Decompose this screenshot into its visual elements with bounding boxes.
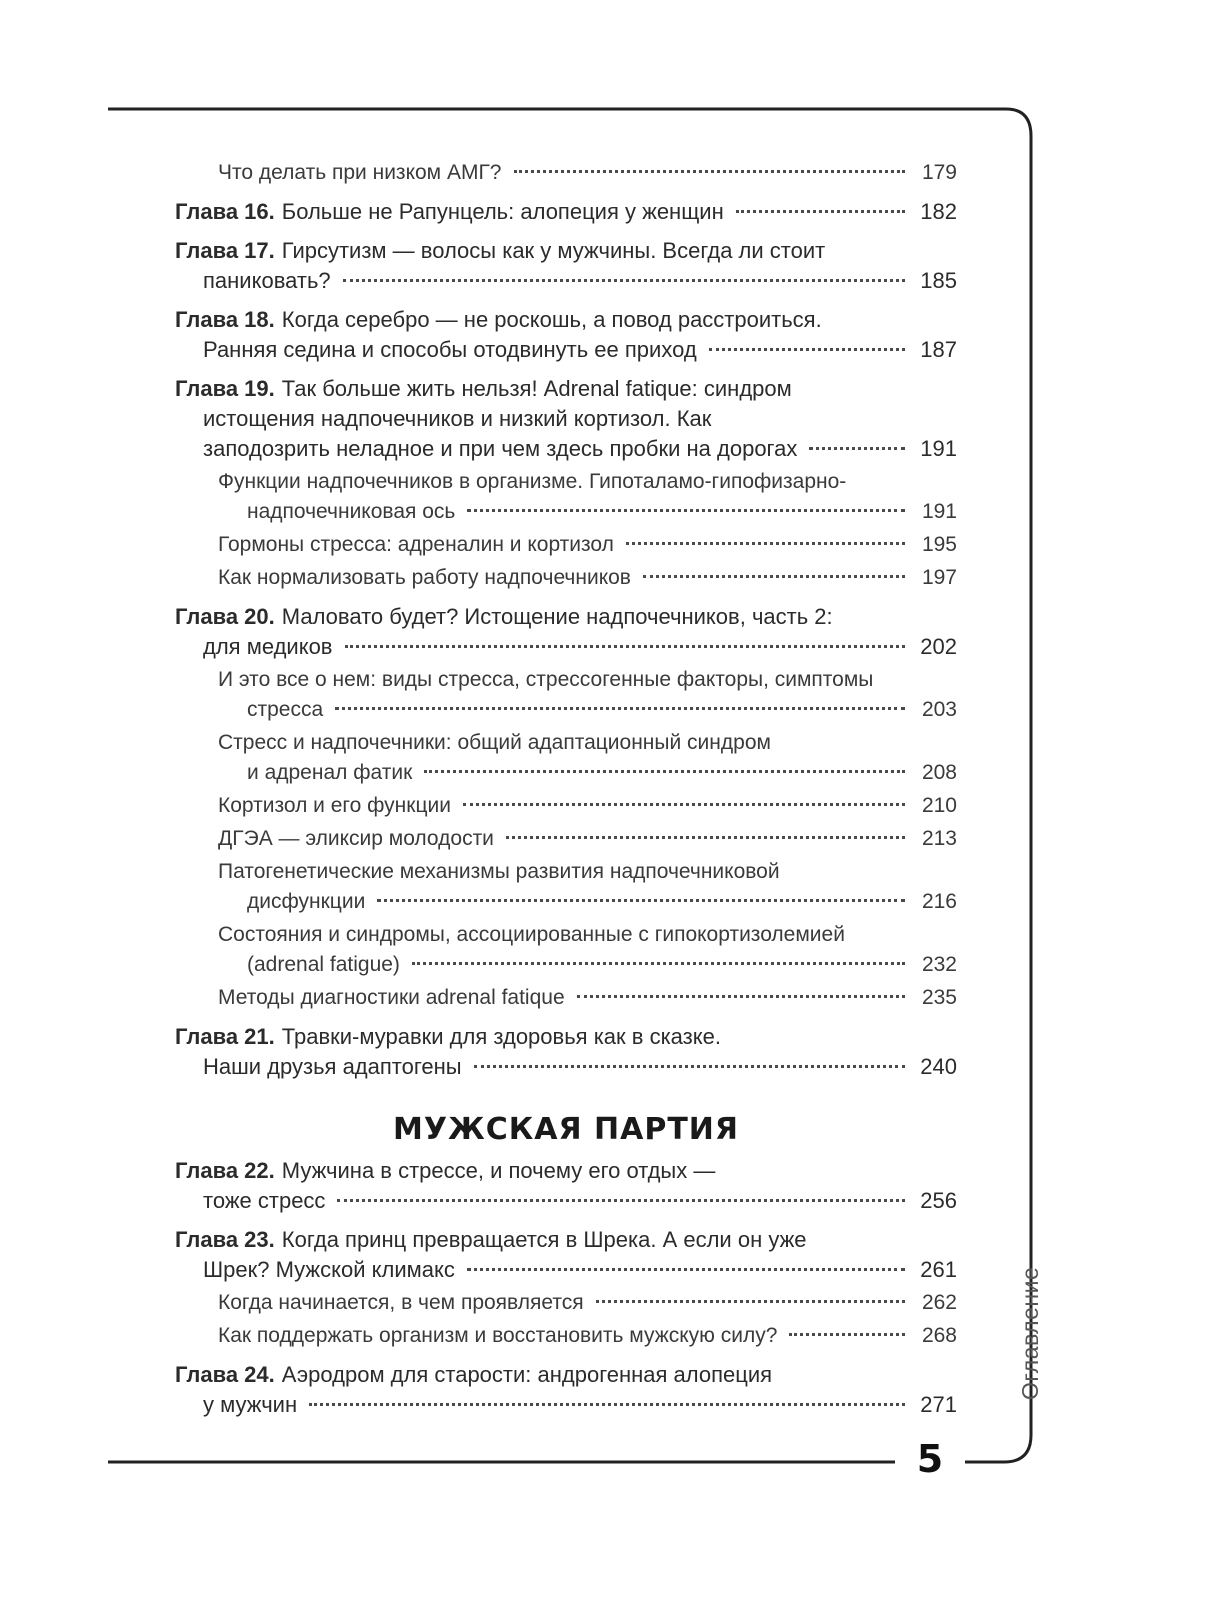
toc-line xyxy=(175,1186,957,1216)
table-of-contents xyxy=(175,158,957,1420)
dot-leader xyxy=(467,509,905,512)
entry-page-number: 202 xyxy=(920,634,957,659)
entry-page-number: 195 xyxy=(921,533,957,556)
toc-subentry xyxy=(175,158,957,188)
chapter-number: Глава 24. xyxy=(175,1362,275,1387)
dot-leader xyxy=(467,1268,905,1271)
toc-subentry xyxy=(175,983,957,1013)
entry-page-number: 203 xyxy=(921,698,957,721)
toc-line xyxy=(175,158,957,188)
toc-subentry xyxy=(175,665,957,725)
entry-title: Функции надпочечников в организме. Гипоталамо-гипофизарно- xyxy=(218,470,847,493)
entry-title: И это все о нем: виды стресса, стрессогенные факторы, симптомы xyxy=(218,668,874,691)
chapter-number: Глава 20. xyxy=(175,604,275,629)
toc-line xyxy=(175,563,957,593)
entry-page-number: 235 xyxy=(921,986,957,1009)
toc-line xyxy=(175,632,957,662)
entry-title: паниковать? xyxy=(203,268,331,293)
chapter-number: Глава 22. xyxy=(175,1158,275,1183)
entry-title: Травки-муравки для здоровья как в сказке. xyxy=(281,1024,721,1049)
entry-page-number: 179 xyxy=(921,161,957,184)
toc-chapter-entry xyxy=(175,374,957,464)
toc-line xyxy=(175,728,957,758)
entry-page-number: 271 xyxy=(920,1392,957,1417)
entry-title: Так больше жить нельзя! Adrenal fatique: синдром xyxy=(281,376,792,401)
toc-line xyxy=(175,758,957,788)
entry-page-number: 268 xyxy=(921,1324,957,1347)
toc-chapter-entry xyxy=(175,1360,957,1420)
chapter-number: Глава 16. xyxy=(175,199,275,224)
chapter-number: Глава 17. xyxy=(175,238,275,263)
entry-page-number: 262 xyxy=(921,1291,957,1314)
toc-subentry xyxy=(175,1321,957,1351)
toc-line xyxy=(175,497,957,527)
entry-page-number: 256 xyxy=(920,1188,957,1213)
section-heading: МУЖСКАЯ ПАРТИЯ xyxy=(393,1112,739,1147)
entry-page-number: 213 xyxy=(921,827,957,850)
toc-line xyxy=(175,1255,957,1285)
entry-title: Маловато будет? Истощение надпочечников, часть 2: xyxy=(281,604,833,629)
entry-title: Когда серебро — не роскошь, а повод расстроиться. xyxy=(281,307,822,332)
entry-title: Стресс и надпочечники: общий адаптационный синдром xyxy=(218,731,771,754)
toc-line xyxy=(175,530,957,560)
entry-page-number: 240 xyxy=(920,1054,957,1079)
chapter-number: Глава 23. xyxy=(175,1227,275,1252)
entry-page-number: 191 xyxy=(921,500,957,523)
entry-title: заподозрить неладное и при чем здесь пробки на дорогах xyxy=(203,436,798,461)
entry-page-number: 208 xyxy=(921,761,957,784)
dot-leader xyxy=(309,1403,905,1406)
toc-subentry xyxy=(175,857,957,917)
entry-page-number: 232 xyxy=(921,953,957,976)
toc-line xyxy=(175,1360,957,1390)
entry-title: Больше не Рапунцель: алопеция у женщин xyxy=(281,199,724,224)
entry-title: Шрек? Мужской климакс xyxy=(203,1257,455,1282)
toc-line xyxy=(175,305,957,335)
toc-subentry xyxy=(175,824,957,854)
toc-line xyxy=(175,434,957,464)
entry-page-number: 182 xyxy=(920,199,957,224)
toc-chapter-entry xyxy=(175,1156,957,1216)
entry-title: Гирсутизм — волосы как у мужчины. Всегда ли стоит xyxy=(281,238,826,263)
toc-line xyxy=(175,1052,957,1082)
dot-leader xyxy=(709,348,905,351)
toc-chapter-entry xyxy=(175,305,957,365)
entry-title: Методы диагностики adrenal fatique xyxy=(218,986,565,1009)
entry-title: (adrenal fatigue) xyxy=(247,953,400,976)
dot-leader xyxy=(463,803,905,806)
toc-chapter-entry xyxy=(175,236,957,296)
dot-leader xyxy=(626,542,905,545)
entry-title: Аэродром для старости: андрогенная алопеция xyxy=(281,1362,773,1387)
toc-line xyxy=(175,665,957,695)
toc-chapter-entry xyxy=(175,602,957,662)
dot-leader xyxy=(337,1199,905,1202)
entry-title: и адренал фатик xyxy=(247,761,413,784)
toc-line xyxy=(175,1022,957,1052)
toc-subentry xyxy=(175,791,957,821)
dot-leader xyxy=(474,1065,905,1068)
toc-line xyxy=(175,236,957,266)
toc-line xyxy=(175,983,957,1013)
side-label: Оглавление xyxy=(1017,1266,1043,1400)
entry-page-number: 191 xyxy=(920,436,957,461)
entry-title: для медиков xyxy=(203,634,333,659)
toc-chapter-entry xyxy=(175,1022,957,1082)
entry-page-number: 197 xyxy=(921,566,957,589)
entry-title: стресса xyxy=(247,698,324,721)
toc-entries-part1 xyxy=(175,158,957,1082)
toc-chapter-entry xyxy=(175,1225,957,1285)
toc-line xyxy=(175,857,957,887)
entry-title: Когда начинается, в чем проявляется xyxy=(218,1291,584,1314)
toc-line xyxy=(175,695,957,725)
toc-line xyxy=(175,404,957,434)
entry-title: Патогенетические механизмы развития надпочечниковой xyxy=(218,860,780,883)
chapter-number: Глава 21. xyxy=(175,1024,275,1049)
toc-subentry xyxy=(175,563,957,593)
toc-line xyxy=(175,920,957,950)
entry-title: Ранняя седина и способы отодвинуть ее приход xyxy=(203,337,697,362)
toc-line xyxy=(175,197,957,227)
dot-leader xyxy=(809,447,905,450)
toc-line xyxy=(175,1156,957,1186)
entry-page-number: 210 xyxy=(921,794,957,817)
entry-title: Кортизол и его функции xyxy=(218,794,451,817)
toc-chapter-entry xyxy=(175,197,957,227)
toc-subentry xyxy=(175,1288,957,1318)
toc-line xyxy=(175,1225,957,1255)
toc-line xyxy=(175,266,957,296)
chapter-number: Глава 19. xyxy=(175,376,275,401)
entry-title: у мужчин xyxy=(203,1392,298,1417)
toc-line xyxy=(175,602,957,632)
toc-subentry xyxy=(175,728,957,788)
toc-line xyxy=(175,824,957,854)
dot-leader xyxy=(424,770,905,773)
dot-leader xyxy=(412,962,905,965)
dot-leader xyxy=(345,645,906,648)
entry-title: надпочечниковая ось xyxy=(247,500,456,523)
entry-title: дисфункции xyxy=(247,890,366,913)
entry-title: Мужчина в стрессе, и почему его отдых — xyxy=(281,1158,716,1183)
entry-title: Гормоны стресса: адреналин и кортизол xyxy=(218,533,614,556)
entry-title: ДГЭА — эликсир молодости xyxy=(218,827,494,850)
entry-page-number: 187 xyxy=(920,337,957,362)
toc-subentry xyxy=(175,467,957,527)
toc-line xyxy=(175,467,957,497)
chapter-number: Глава 18. xyxy=(175,307,275,332)
toc-entries-part2 xyxy=(175,1156,957,1420)
toc-subentry xyxy=(175,530,957,560)
entry-page-number: 216 xyxy=(921,890,957,913)
entry-title: Как нормализовать работу надпочечников xyxy=(218,566,631,589)
dot-leader xyxy=(506,836,905,839)
entry-page-number: 261 xyxy=(920,1257,957,1282)
toc-line xyxy=(175,887,957,917)
toc-line xyxy=(175,335,957,365)
dot-leader xyxy=(643,575,905,578)
entry-title: Как поддержать организм и восстановить мужскую силу? xyxy=(218,1324,778,1347)
entry-title: Наши друзья адаптогены xyxy=(203,1054,462,1079)
entry-title: Что делать при низком АМГ? xyxy=(218,161,502,184)
dot-leader xyxy=(343,279,905,282)
entry-title: тоже стресс xyxy=(203,1188,326,1213)
dot-leader xyxy=(514,170,906,173)
dot-leader xyxy=(577,995,905,998)
toc-line xyxy=(175,950,957,980)
dot-leader xyxy=(789,1333,905,1336)
dot-leader xyxy=(335,707,905,710)
toc-line xyxy=(175,791,957,821)
toc-line xyxy=(175,1288,957,1318)
dot-leader xyxy=(377,899,905,902)
entry-title: Состояния и синдромы, ассоциированные с гипокортизолемией xyxy=(218,923,845,946)
entry-title: истощения надпочечников и низкий кортизол. Как xyxy=(203,406,712,431)
entry-title: Когда принц превращается в Шрека. А если он уже xyxy=(281,1227,807,1252)
toc-line xyxy=(175,1321,957,1351)
toc-subentry xyxy=(175,920,957,980)
page-number: 5 xyxy=(916,1437,944,1481)
toc-line xyxy=(175,374,957,404)
toc-line xyxy=(175,1390,957,1420)
dot-leader xyxy=(596,1300,905,1303)
entry-page-number: 185 xyxy=(920,268,957,293)
dot-leader xyxy=(736,210,905,213)
